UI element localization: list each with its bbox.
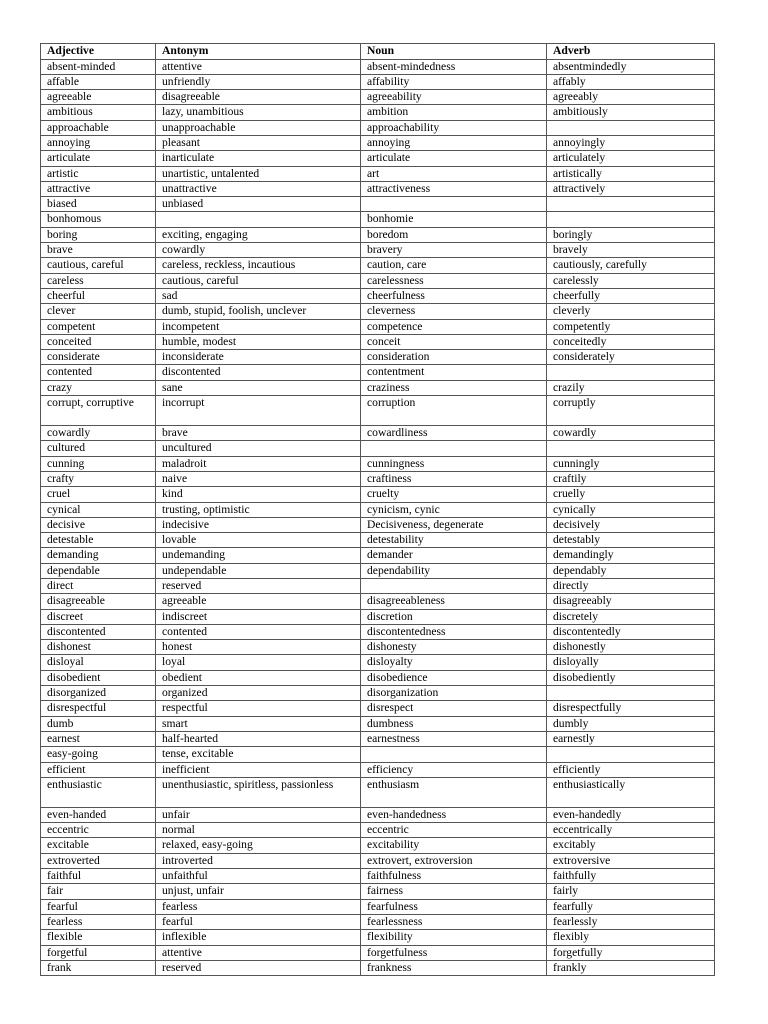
- noun-cell: [361, 197, 547, 212]
- adverb-cell: ambitiously: [547, 105, 715, 120]
- adverb-cell: carelessly: [547, 273, 715, 288]
- noun-cell: earnestness: [361, 731, 547, 746]
- antonym-cell: contented: [156, 624, 361, 639]
- table-row: [41, 945, 715, 960]
- adjective-cell: conceited: [41, 334, 156, 349]
- noun-cell: bonhomie: [361, 212, 547, 227]
- adjective-cell: efficient: [41, 762, 156, 777]
- table-row: [41, 670, 715, 685]
- adjective-cell: cruel: [41, 487, 156, 502]
- adjective-cell: affable: [41, 74, 156, 89]
- adverb-cell: disloyally: [547, 655, 715, 670]
- antonym-cell: inefficient: [156, 762, 361, 777]
- antonym-cell: incorrupt: [156, 396, 361, 426]
- adjective-cell: eccentric: [41, 823, 156, 838]
- adverb-cell: fearlessly: [547, 914, 715, 929]
- table-row: [41, 655, 715, 670]
- adjective-cell: ambitious: [41, 105, 156, 120]
- antonym-cell: unfriendly: [156, 74, 361, 89]
- adverb-cell: fairly: [547, 884, 715, 899]
- noun-cell: Decisiveness, degenerate: [361, 517, 547, 532]
- adjective-cell: even-handed: [41, 807, 156, 822]
- antonym-cell: naive: [156, 471, 361, 486]
- table-row: [41, 807, 715, 822]
- adverb-cell: excitably: [547, 838, 715, 853]
- noun-cell: disagreeableness: [361, 594, 547, 609]
- adjective-cell: earnest: [41, 731, 156, 746]
- noun-cell: disloyalty: [361, 655, 547, 670]
- table-row: [41, 869, 715, 884]
- header-row: [41, 44, 715, 60]
- adverb-cell: even-handedly: [547, 807, 715, 822]
- adjective-cell: agreeable: [41, 90, 156, 105]
- antonym-cell: undependable: [156, 563, 361, 578]
- adjective-cell: disloyal: [41, 655, 156, 670]
- adverb-cell: faithfully: [547, 869, 715, 884]
- antonym-cell: disagreeable: [156, 90, 361, 105]
- table-row: [41, 960, 715, 975]
- adjective-cell: easy-going: [41, 747, 156, 762]
- adjective-cell: fearful: [41, 899, 156, 914]
- noun-cell: flexibility: [361, 930, 547, 945]
- antonym-cell: dumb, stupid, foolish, unclever: [156, 304, 361, 319]
- antonym-cell: indecisive: [156, 517, 361, 532]
- adverb-cell: flexibly: [547, 930, 715, 945]
- noun-cell: articulate: [361, 151, 547, 166]
- adjective-cell: articulate: [41, 151, 156, 166]
- antonym-cell: attentive: [156, 945, 361, 960]
- noun-cell: disorganization: [361, 686, 547, 701]
- table-row: [41, 930, 715, 945]
- adverb-cell: extroversive: [547, 853, 715, 868]
- antonym-cell: half-hearted: [156, 731, 361, 746]
- adverb-cell: [547, 212, 715, 227]
- noun-cell: dependability: [361, 563, 547, 578]
- noun-cell: frankness: [361, 960, 547, 975]
- adjective-cell: faithful: [41, 869, 156, 884]
- adjective-cell: fair: [41, 884, 156, 899]
- noun-cell: detestability: [361, 533, 547, 548]
- noun-cell: enthusiasm: [361, 777, 547, 807]
- noun-cell: craziness: [361, 380, 547, 395]
- adverb-cell: dumbly: [547, 716, 715, 731]
- adjective-cell: extroverted: [41, 853, 156, 868]
- adjective-cell: disagreeable: [41, 594, 156, 609]
- adverb-cell: annoyingly: [547, 135, 715, 150]
- adverb-cell: cunningly: [547, 456, 715, 471]
- table-row: [41, 166, 715, 181]
- noun-cell: cheerfulness: [361, 288, 547, 303]
- antonym-cell: respectful: [156, 701, 361, 716]
- noun-cell: demander: [361, 548, 547, 563]
- adverb-cell: affably: [547, 74, 715, 89]
- adverb-cell: dishonestly: [547, 640, 715, 655]
- adverb-cell: disrespectfully: [547, 701, 715, 716]
- noun-cell: dumbness: [361, 716, 547, 731]
- noun-cell: carelessness: [361, 273, 547, 288]
- adverb-cell: [547, 197, 715, 212]
- adverb-cell: discretely: [547, 609, 715, 624]
- adverb-cell: directly: [547, 579, 715, 594]
- adjective-cell: decisive: [41, 517, 156, 532]
- antonym-cell: unfaithful: [156, 869, 361, 884]
- noun-cell: discretion: [361, 609, 547, 624]
- table-row: [41, 227, 715, 242]
- noun-cell: approachability: [361, 120, 547, 135]
- antonym-cell: lovable: [156, 533, 361, 548]
- adjective-cell: forgetful: [41, 945, 156, 960]
- antonym-cell: inflexible: [156, 930, 361, 945]
- adjective-cell: crazy: [41, 380, 156, 395]
- adjective-cell: demanding: [41, 548, 156, 563]
- adjective-cell: discontented: [41, 624, 156, 639]
- table-row: [41, 853, 715, 868]
- table-row: [41, 120, 715, 135]
- table-row: [41, 197, 715, 212]
- antonym-cell: inconsiderate: [156, 350, 361, 365]
- antonym-cell: careless, reckless, incautious: [156, 258, 361, 273]
- antonym-cell: inarticulate: [156, 151, 361, 166]
- noun-cell: annoying: [361, 135, 547, 150]
- column-header-antonym: Antonym: [156, 44, 361, 60]
- antonym-cell: uncultured: [156, 441, 361, 456]
- table-row: [41, 747, 715, 762]
- noun-cell: attractiveness: [361, 181, 547, 196]
- adjective-cell: biased: [41, 197, 156, 212]
- adjective-cell: attractive: [41, 181, 156, 196]
- adjective-cell: approachable: [41, 120, 156, 135]
- noun-cell: disrespect: [361, 701, 547, 716]
- adverb-cell: bravely: [547, 243, 715, 258]
- antonym-cell: cautious, careful: [156, 273, 361, 288]
- adjective-cell: cultured: [41, 441, 156, 456]
- table-row: [41, 609, 715, 624]
- adjective-cell: disrespectful: [41, 701, 156, 716]
- adjective-cell: direct: [41, 579, 156, 594]
- noun-cell: eccentric: [361, 823, 547, 838]
- antonym-cell: smart: [156, 716, 361, 731]
- antonym-cell: exciting, engaging: [156, 227, 361, 242]
- adverb-cell: eccentrically: [547, 823, 715, 838]
- adjective-cell: contented: [41, 365, 156, 380]
- adjective-cell: discreet: [41, 609, 156, 624]
- adverb-cell: [547, 686, 715, 701]
- column-header-adverb: Adverb: [547, 44, 715, 60]
- table-row: [41, 517, 715, 532]
- adjective-cell: fearless: [41, 914, 156, 929]
- adverb-cell: artistically: [547, 166, 715, 181]
- adjective-cell: disobedient: [41, 670, 156, 685]
- table-row: [41, 105, 715, 120]
- noun-cell: forgetfulness: [361, 945, 547, 960]
- table-row: [41, 90, 715, 105]
- adverb-cell: cruelly: [547, 487, 715, 502]
- table-row: [41, 731, 715, 746]
- antonym-cell: [156, 212, 361, 227]
- table-row: [41, 288, 715, 303]
- antonym-cell: normal: [156, 823, 361, 838]
- table-row: [41, 533, 715, 548]
- noun-cell: agreeability: [361, 90, 547, 105]
- adverb-cell: fearfully: [547, 899, 715, 914]
- adjective-cell: clever: [41, 304, 156, 319]
- antonym-cell: reserved: [156, 579, 361, 594]
- adverb-cell: discontentedly: [547, 624, 715, 639]
- table-row: [41, 334, 715, 349]
- antonym-cell: unbiased: [156, 197, 361, 212]
- noun-cell: caution, care: [361, 258, 547, 273]
- adverb-cell: articulately: [547, 151, 715, 166]
- adverb-cell: dependably: [547, 563, 715, 578]
- adjective-cell: crafty: [41, 471, 156, 486]
- table-row: [41, 914, 715, 929]
- adjective-cell: cowardly: [41, 426, 156, 441]
- adjective-cell: bonhomous: [41, 212, 156, 227]
- adjective-cell: brave: [41, 243, 156, 258]
- adverb-cell: [547, 365, 715, 380]
- table-row: [41, 762, 715, 777]
- antonym-cell: discontented: [156, 365, 361, 380]
- table-row: [41, 456, 715, 471]
- table-row: [41, 899, 715, 914]
- adjective-cell: enthusiastic: [41, 777, 156, 807]
- table-row: [41, 151, 715, 166]
- antonym-cell: kind: [156, 487, 361, 502]
- table-row: [41, 273, 715, 288]
- table-row: [41, 212, 715, 227]
- noun-cell: boredom: [361, 227, 547, 242]
- noun-cell: fearfulness: [361, 899, 547, 914]
- adverb-cell: boringly: [547, 227, 715, 242]
- noun-cell: discontentedness: [361, 624, 547, 639]
- adjective-cell: competent: [41, 319, 156, 334]
- adverb-cell: crazily: [547, 380, 715, 395]
- adverb-cell: frankly: [547, 960, 715, 975]
- adjective-cell: boring: [41, 227, 156, 242]
- table-row: [41, 487, 715, 502]
- adjective-cell: corrupt, corruptive: [41, 396, 156, 426]
- noun-cell: contentment: [361, 365, 547, 380]
- antonym-cell: attentive: [156, 59, 361, 74]
- adverb-cell: considerately: [547, 350, 715, 365]
- adjective-cell: cheerful: [41, 288, 156, 303]
- table-row: [41, 426, 715, 441]
- antonym-cell: trusting, optimistic: [156, 502, 361, 517]
- noun-cell: bravery: [361, 243, 547, 258]
- adverb-cell: disagreeably: [547, 594, 715, 609]
- noun-cell: extrovert, extroversion: [361, 853, 547, 868]
- table-row: [41, 304, 715, 319]
- noun-cell: fairness: [361, 884, 547, 899]
- antonym-cell: cowardly: [156, 243, 361, 258]
- noun-cell: excitability: [361, 838, 547, 853]
- noun-cell: cunningness: [361, 456, 547, 471]
- adjective-cell: dishonest: [41, 640, 156, 655]
- antonym-cell: relaxed, easy-going: [156, 838, 361, 853]
- antonym-cell: unapproachable: [156, 120, 361, 135]
- adverb-cell: absentmindedly: [547, 59, 715, 74]
- noun-cell: competence: [361, 319, 547, 334]
- antonym-cell: reserved: [156, 960, 361, 975]
- table-row: [41, 258, 715, 273]
- noun-cell: [361, 579, 547, 594]
- noun-cell: absent-mindedness: [361, 59, 547, 74]
- adjective-cell: dumb: [41, 716, 156, 731]
- adverb-cell: competently: [547, 319, 715, 334]
- table-row: [41, 181, 715, 196]
- antonym-cell: unattractive: [156, 181, 361, 196]
- antonym-cell: honest: [156, 640, 361, 655]
- table-row: [41, 777, 715, 807]
- antonym-cell: organized: [156, 686, 361, 701]
- table-row: [41, 502, 715, 517]
- adverb-cell: efficiently: [547, 762, 715, 777]
- noun-cell: conceit: [361, 334, 547, 349]
- column-header-adjective: Adjective: [41, 44, 156, 60]
- adverb-cell: [547, 441, 715, 456]
- table-row: [41, 471, 715, 486]
- adverb-cell: corruptly: [547, 396, 715, 426]
- noun-cell: art: [361, 166, 547, 181]
- adjective-cell: considerate: [41, 350, 156, 365]
- adverb-cell: cleverly: [547, 304, 715, 319]
- table-row: [41, 884, 715, 899]
- noun-cell: consideration: [361, 350, 547, 365]
- table-row: [41, 441, 715, 456]
- table-row: [41, 594, 715, 609]
- adverb-cell: [547, 747, 715, 762]
- table-row: [41, 350, 715, 365]
- table-row: [41, 686, 715, 701]
- adjective-cell: dependable: [41, 563, 156, 578]
- table-row: [41, 319, 715, 334]
- adjective-cell: detestable: [41, 533, 156, 548]
- table-row: [41, 396, 715, 426]
- noun-cell: ambition: [361, 105, 547, 120]
- antonym-cell: tense, excitable: [156, 747, 361, 762]
- adjective-cell: absent-minded: [41, 59, 156, 74]
- adjective-cell: excitable: [41, 838, 156, 853]
- table-row: [41, 548, 715, 563]
- table-row: [41, 716, 715, 731]
- antonym-cell: undemanding: [156, 548, 361, 563]
- noun-cell: efficiency: [361, 762, 547, 777]
- adverb-cell: decisively: [547, 517, 715, 532]
- adverb-cell: agreeably: [547, 90, 715, 105]
- table-row: [41, 563, 715, 578]
- antonym-cell: obedient: [156, 670, 361, 685]
- antonym-cell: loyal: [156, 655, 361, 670]
- table-row: [41, 640, 715, 655]
- adverb-cell: [547, 120, 715, 135]
- antonym-cell: brave: [156, 426, 361, 441]
- adverb-cell: attractively: [547, 181, 715, 196]
- noun-cell: cynicism, cynic: [361, 502, 547, 517]
- noun-cell: even-handedness: [361, 807, 547, 822]
- antonym-cell: unfair: [156, 807, 361, 822]
- antonym-cell: fearful: [156, 914, 361, 929]
- noun-cell: fearlessness: [361, 914, 547, 929]
- adverb-cell: cautiously, carefully: [547, 258, 715, 273]
- adverb-cell: disobediently: [547, 670, 715, 685]
- adjective-cell: cautious, careful: [41, 258, 156, 273]
- antonym-cell: incompetent: [156, 319, 361, 334]
- table-row: [41, 624, 715, 639]
- adverb-cell: conceitedly: [547, 334, 715, 349]
- column-header-noun: Noun: [361, 44, 547, 60]
- noun-cell: cleverness: [361, 304, 547, 319]
- table-row: [41, 838, 715, 853]
- antonym-cell: unartistic, untalented: [156, 166, 361, 181]
- noun-cell: affability: [361, 74, 547, 89]
- adverb-cell: cowardly: [547, 426, 715, 441]
- noun-cell: dishonesty: [361, 640, 547, 655]
- adverb-cell: earnestly: [547, 731, 715, 746]
- antonym-cell: lazy, unambitious: [156, 105, 361, 120]
- antonym-cell: sane: [156, 380, 361, 395]
- noun-cell: cowardliness: [361, 426, 547, 441]
- adjective-cell: annoying: [41, 135, 156, 150]
- table-row: [41, 701, 715, 716]
- table-row: [41, 380, 715, 395]
- vocabulary-table: [40, 43, 715, 976]
- noun-cell: [361, 441, 547, 456]
- noun-cell: corruption: [361, 396, 547, 426]
- antonym-cell: pleasant: [156, 135, 361, 150]
- adverb-cell: forgetfully: [547, 945, 715, 960]
- adverb-cell: enthusiastically: [547, 777, 715, 807]
- adjective-cell: artistic: [41, 166, 156, 181]
- adjective-cell: flexible: [41, 930, 156, 945]
- noun-cell: cruelty: [361, 487, 547, 502]
- adverb-cell: cynically: [547, 502, 715, 517]
- table-row: [41, 135, 715, 150]
- adverb-cell: craftily: [547, 471, 715, 486]
- adjective-cell: cunning: [41, 456, 156, 471]
- adverb-cell: detestably: [547, 533, 715, 548]
- table-row: [41, 579, 715, 594]
- adjective-cell: frank: [41, 960, 156, 975]
- noun-cell: craftiness: [361, 471, 547, 486]
- noun-cell: disobedience: [361, 670, 547, 685]
- table-row: [41, 365, 715, 380]
- table-row: [41, 74, 715, 89]
- table-row: [41, 823, 715, 838]
- antonym-cell: unenthusiastic, spiritless, passionless: [156, 777, 361, 807]
- adjective-cell: cynical: [41, 502, 156, 517]
- adverb-cell: demandingly: [547, 548, 715, 563]
- adverb-cell: cheerfully: [547, 288, 715, 303]
- antonym-cell: introverted: [156, 853, 361, 868]
- antonym-cell: fearless: [156, 899, 361, 914]
- antonym-cell: sad: [156, 288, 361, 303]
- adjective-cell: disorganized: [41, 686, 156, 701]
- table-row: [41, 243, 715, 258]
- antonym-cell: maladroit: [156, 456, 361, 471]
- antonym-cell: agreeable: [156, 594, 361, 609]
- antonym-cell: unjust, unfair: [156, 884, 361, 899]
- antonym-cell: humble, modest: [156, 334, 361, 349]
- table-row: [41, 59, 715, 74]
- table-body: [41, 59, 715, 976]
- noun-cell: [361, 747, 547, 762]
- antonym-cell: indiscreet: [156, 609, 361, 624]
- noun-cell: faithfulness: [361, 869, 547, 884]
- adjective-cell: careless: [41, 273, 156, 288]
